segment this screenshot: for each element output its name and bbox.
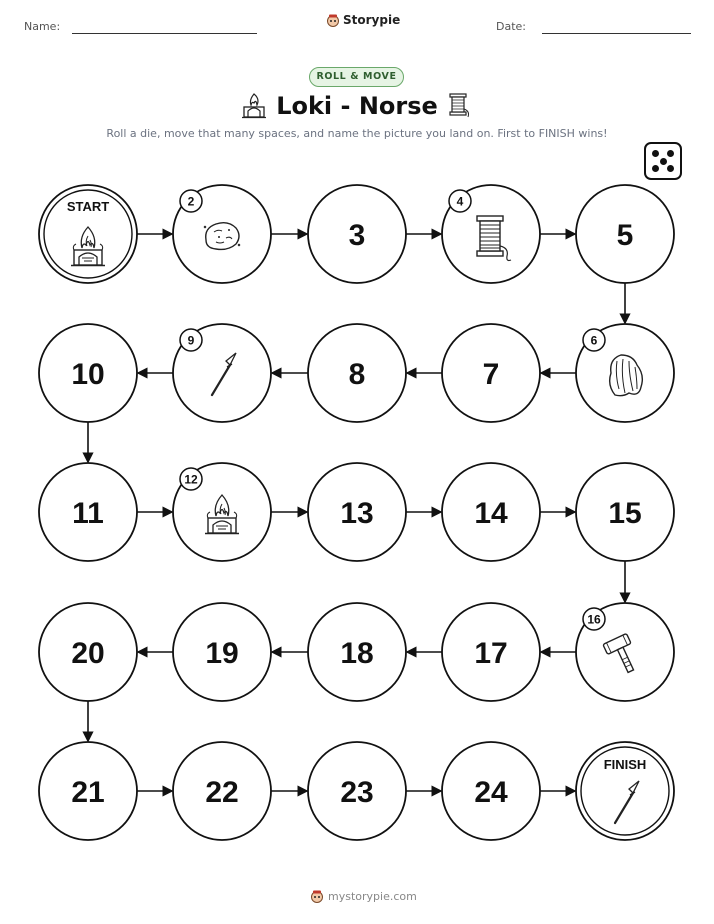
- board-space-6: [576, 324, 674, 422]
- space-number: 14: [474, 497, 508, 530]
- space-number: 22: [205, 776, 239, 809]
- board-space-21: [39, 742, 137, 840]
- space-number: 24: [474, 776, 508, 809]
- space-number: 10: [71, 358, 105, 391]
- board-space-19: [173, 603, 271, 701]
- board-space-10: [39, 324, 137, 422]
- finish-space: [576, 742, 674, 840]
- space-number-badge: 16: [587, 612, 601, 627]
- finish-label: FINISH: [603, 757, 647, 772]
- brand-name: Storypie: [343, 13, 401, 27]
- board-space-16: [576, 603, 674, 701]
- space-number: 5: [616, 219, 634, 252]
- board-space-2: [173, 185, 271, 283]
- board-space-12: [173, 463, 271, 561]
- board-space-24: [442, 742, 540, 840]
- board-space-8: [308, 324, 406, 422]
- start-space: [39, 185, 137, 283]
- board-space-14: [442, 463, 540, 561]
- start-label: START: [66, 199, 110, 214]
- roll-move-badge: ROLL & MOVE: [309, 67, 404, 87]
- space-number: 3: [348, 219, 366, 252]
- board-space-17: [442, 603, 540, 701]
- space-number: 20: [71, 637, 105, 670]
- space-number: 23: [340, 776, 374, 809]
- space-number: 18: [340, 637, 374, 670]
- space-number: 19: [205, 637, 239, 670]
- board-space-7: [442, 324, 540, 422]
- space-number-badge: 12: [184, 472, 198, 487]
- footer-url: mystorypie.com: [328, 889, 417, 903]
- space-number-badge: 4: [456, 194, 464, 209]
- board-space-23: [308, 742, 406, 840]
- board-space-9: [173, 324, 271, 422]
- storypie-mascot-icon: [310, 889, 324, 903]
- space-number-badge: 6: [590, 333, 598, 348]
- board-space-22: [173, 742, 271, 840]
- board-space-18: [308, 603, 406, 701]
- date-label: Date:: [496, 20, 526, 33]
- space-number-badge: 9: [187, 333, 195, 348]
- page-title: Loki - Norse: [276, 92, 438, 120]
- space-number: 15: [608, 497, 642, 530]
- space-number: 17: [474, 637, 508, 670]
- board-space-20: [39, 603, 137, 701]
- name-label: Name:: [24, 20, 61, 33]
- space-number-badge: 2: [187, 194, 195, 209]
- space-number: 13: [340, 497, 374, 530]
- board-space-5: [576, 185, 674, 283]
- board-space-4: [442, 185, 540, 283]
- space-number: 11: [72, 497, 104, 530]
- board-space-15: [576, 463, 674, 561]
- space-number: 21: [71, 776, 105, 809]
- board-space-3: [308, 185, 406, 283]
- space-number: 8: [348, 358, 366, 391]
- board-space-11: [39, 463, 137, 561]
- board-space-13: [308, 463, 406, 561]
- instructions-text: Roll a die, move that many spaces, and name the picture you land on. First to FINISH wins!: [106, 127, 608, 140]
- footer: [310, 889, 417, 903]
- space-number: 7: [482, 358, 500, 391]
